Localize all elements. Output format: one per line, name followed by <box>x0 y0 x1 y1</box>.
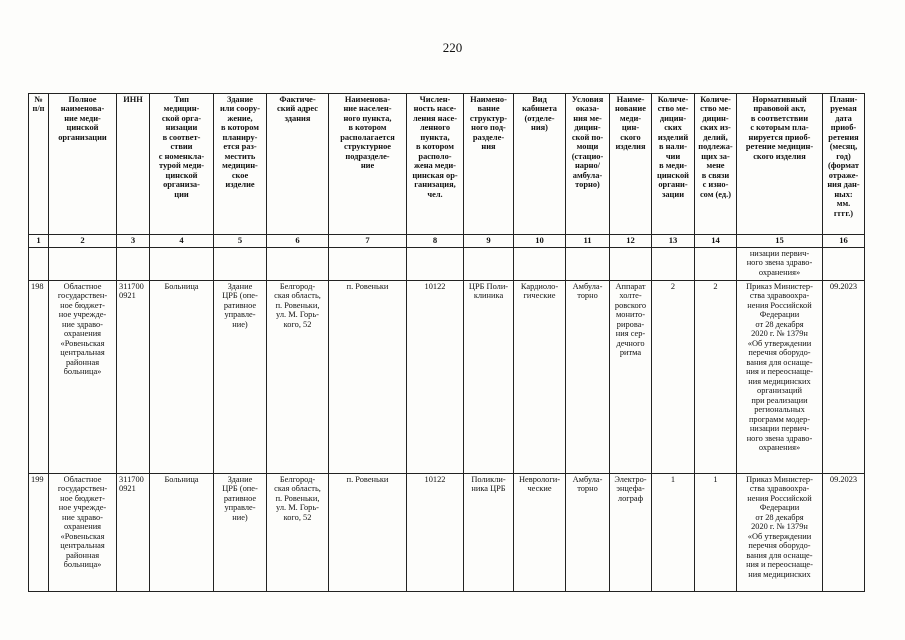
header-cell: Нормативный правовой акт, в соответствии с которым пла- нируется приоб- ретение медицин- ского изделия <box>737 94 823 235</box>
table-row <box>29 281 865 474</box>
header-cell: Числен- ность насе- ления насе- ленного пункта, в котором располо- жена меди- цинская ор- ганизация, чел. <box>407 94 464 235</box>
device-name: Аппарат холте- ровского монито- рирова- ния сер- дечного ритма <box>610 281 652 474</box>
population: 10122 <box>407 474 464 592</box>
column-number: 6 <box>267 235 329 248</box>
cabinet-type: Неврологи- ческие <box>514 474 566 592</box>
column-number: 11 <box>566 235 610 248</box>
header-cell: Плани- руемая дата приоб- ретения (месяц, год) (формат отраже- ния дан- ных: мм. гггг.) <box>823 94 865 235</box>
header-cell: ИНН <box>117 94 150 235</box>
column-number: 10 <box>514 235 566 248</box>
qty-replace: 1 <box>695 474 737 592</box>
column-number: 9 <box>464 235 514 248</box>
population: 10122 <box>407 281 464 474</box>
column-number: 13 <box>652 235 695 248</box>
column-number: 1 <box>29 235 49 248</box>
address: Белгород- ская область, п. Ровеньки, ул. М. Горь- кого, 52 <box>267 474 329 592</box>
qty-replace: 2 <box>695 281 737 474</box>
header-cell: Условия оказа- ния ме- дицин- ской по- мощи (стацио- нарно/ амбула- торно) <box>566 94 610 235</box>
column-number: 12 <box>610 235 652 248</box>
header-cell: Наименова- ние населен- ного пункта, в котором располагается структурное подразделе- ние <box>329 94 407 235</box>
column-number: 16 <box>823 235 865 248</box>
cabinet-type: Кардиоло- гические <box>514 281 566 474</box>
equipment-table <box>28 93 865 592</box>
locality: п. Ровеньки <box>329 474 407 592</box>
care-conditions: Амбула- торно <box>566 474 610 592</box>
inn: 311700 0921 <box>117 474 150 592</box>
header-cell: Вид кабинета (отделе- ния) <box>514 94 566 235</box>
legal-act: Приказ Министер- ства здравоохра- нения Российской Федерации от 28 декабря 2020 г. № 1379н «Об утверждении перечня оборудо- вания для оснаще- ния и переоснаще- ния медицинских <box>737 474 823 592</box>
row-number: 199 <box>29 474 49 592</box>
column-number: 8 <box>407 235 464 248</box>
header-cell: Количе- ство ме- дицин- ских изделий в нали- чии в меди- цинской органи- зации <box>652 94 695 235</box>
header-cell: Количе- ство ме- дицин- ских из- делий, подлежа- щих за- мене в связи с изно- сом (ед.) <box>695 94 737 235</box>
org-type: Больница <box>150 474 214 592</box>
header-cell: № п/п <box>29 94 49 235</box>
carry-over-row <box>29 248 865 281</box>
column-number: 4 <box>150 235 214 248</box>
address: Белгород- ская область, п. Ровеньки, ул. М. Горь- кого, 52 <box>267 281 329 474</box>
locality: п. Ровеньки <box>329 281 407 474</box>
qty-available: 1 <box>652 474 695 592</box>
column-number: 7 <box>329 235 407 248</box>
org-type: Больница <box>150 281 214 474</box>
row-number: 198 <box>29 281 49 474</box>
header-cell: Тип медицин- ской орга- низации в соответ- ствии с номенкла- турой меди- цинской организа- ции <box>150 94 214 235</box>
qty-available: 2 <box>652 281 695 474</box>
purchase-date: 09.2023 <box>823 474 865 592</box>
column-number: 3 <box>117 235 150 248</box>
header-cell: Фактиче- ский адрес здания <box>267 94 329 235</box>
device-name: Электро- энцефа- лограф <box>610 474 652 592</box>
carry-over-text: низации первич- ного звена здраво- охранения» <box>737 248 823 281</box>
building: Здание ЦРБ (опе- ративное управле- ние) <box>214 474 267 592</box>
column-number: 2 <box>49 235 117 248</box>
org-name: Областное государствен- ное бюджет- ное учрежде- ние здраво- охранения «Ровеньская центральная районная больница» <box>49 474 117 592</box>
column-number: 15 <box>737 235 823 248</box>
column-number: 14 <box>695 235 737 248</box>
org-name: Областное государствен- ное бюджет- ное учрежде- ние здраво- охранения «Ровеньская центральная районная больница» <box>49 281 117 474</box>
page-number: 220 <box>442 40 463 55</box>
inn: 311700 0921 <box>117 281 150 474</box>
legal-act: Приказ Министер- ства здравоохра- нения Российской Федерации от 28 декабря 2020 г. № 1379н «Об утверждении перечня оборудо- вания для оснаще- ния и переоснаще- ния медицинских организаций при реализации региональных программ модер- низации первич- ного звена здраво- охранения» <box>737 281 823 474</box>
header-cell: Полное наименова- ние меди- цинской организации <box>49 94 117 235</box>
unit: ЦРБ Поли- клиника <box>464 281 514 474</box>
header-cell: Наиме- нование меди- цин- ского изделия <box>610 94 652 235</box>
header-cell: Наимено- вание структур- ного под- разделе- ния <box>464 94 514 235</box>
unit: Поликли- ника ЦРБ <box>464 474 514 592</box>
care-conditions: Амбула- торно <box>566 281 610 474</box>
column-number: 5 <box>214 235 267 248</box>
table-row <box>29 474 865 592</box>
column-number-row <box>29 235 865 248</box>
header-cell: Здание или соору- жение, в котором планиру- ется раз- местить медицин- ское изделие <box>214 94 267 235</box>
header-row <box>29 94 865 235</box>
building: Здание ЦРБ (опе- ративное управле- ние) <box>214 281 267 474</box>
purchase-date: 09.2023 <box>823 281 865 474</box>
